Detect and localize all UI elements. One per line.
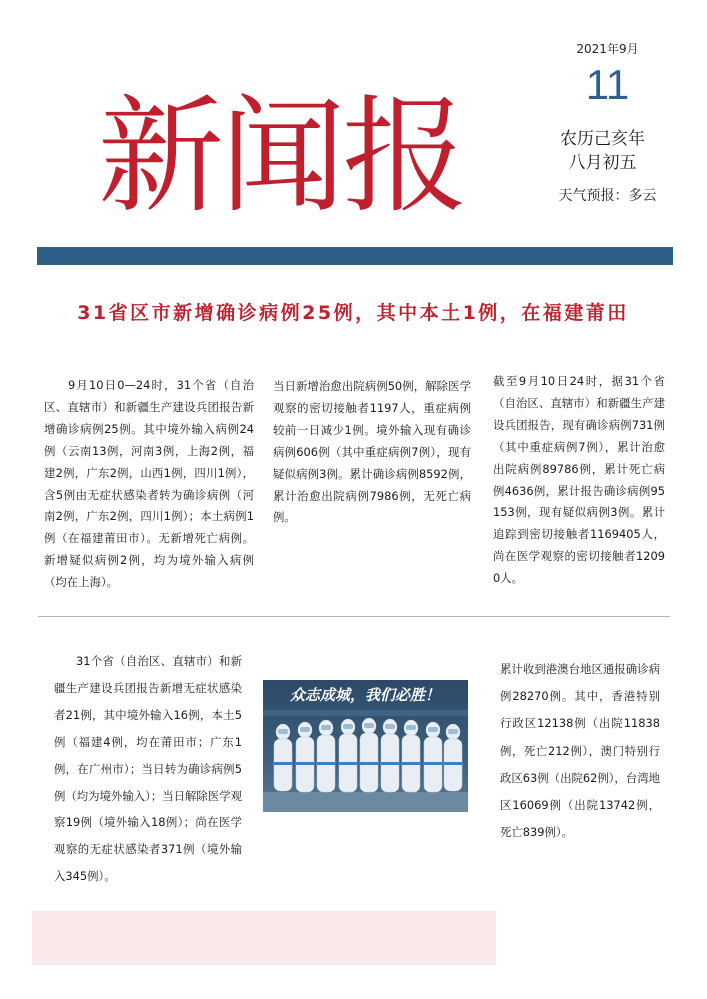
masthead-title: 新闻报 — [98, 83, 464, 230]
lunar-date: 八月初五 — [568, 153, 637, 173]
medical-team-photo — [263, 680, 468, 812]
date-day: 11 — [585, 61, 630, 108]
lunar-year: 农历己亥年 — [560, 129, 645, 149]
date-year-month: 2021年9月 — [576, 42, 639, 56]
medical-team-illustration — [263, 680, 468, 812]
section-divider — [38, 616, 670, 617]
article-column-2: 当日新增治愈出院病例50例，解除医学观察的密切接触者1197人，重症病例较前一日减少1例。境外输入现有确诊病例606例（其中重症病例7例），现有疑似病例3例。累计确诊病例8592例，累计治愈出院病例7986例，无死亡病例。 — [273, 379, 471, 525]
article-headline: 31省区市新增确诊病例25例，其中本土1例，在福建莆田 — [77, 302, 629, 324]
footer-pink-box — [32, 911, 496, 965]
article-column-4: 31个省（自治区、直辖市）和新疆生产建设兵团报告新增无症状感染者21例，其中境外输入16例，本土5例（福建4例，均在莆田市；广东1例，在广州市）；当日转为确诊病例5例（均为境外输入）；当日解除医学观察19例（境外输入18例）；尚在医学观察的无症状感染者371例（境外输入345例）。 — [54, 654, 242, 884]
photo-banner-text: 众志成城，我们必胜！ — [289, 686, 441, 704]
article-column-3: 截至9月10日24时，据31个省（自治区、直辖市）和新疆生产建设兵团报告，现有确诊病例731例（其中重症病例7例），累计治愈出院病例89786例，累计死亡病例4636例，累计报告确诊病例95153例，现有疑似病例3例。累计追踪到密切接触者1169405人，尚在医学观察的密切接触者12090人。 — [493, 374, 665, 586]
header-divider-bar — [37, 247, 673, 265]
article-column-1: 9月10日0—24时，31个省（自治区、直辖市）和新疆生产建设兵团报告新增确诊病例25例。其中境外输入病例24例（云南13例，河南3例，上海2例，福建2例，广东2例，山西1例，四川1例），含5例由无症状感染者转为确诊病例（河南2例，广东2例，四川1例）；本土病例1例（在福建莆田市）。无新增死亡病例。新增疑似病例2例，均为境外输入病例（均在上海）。 — [44, 378, 254, 590]
article-column-5: 累计收到港澳台地区通报确诊病例28270例。其中，香港特别行政区12138例（出院11838例，死亡212例），澳门特别行政区63例（出院62例），台湾地区16069例（出院13742例，死亡839例）。 — [500, 662, 660, 840]
weather-forecast: 天气预报：多云 — [558, 188, 657, 204]
